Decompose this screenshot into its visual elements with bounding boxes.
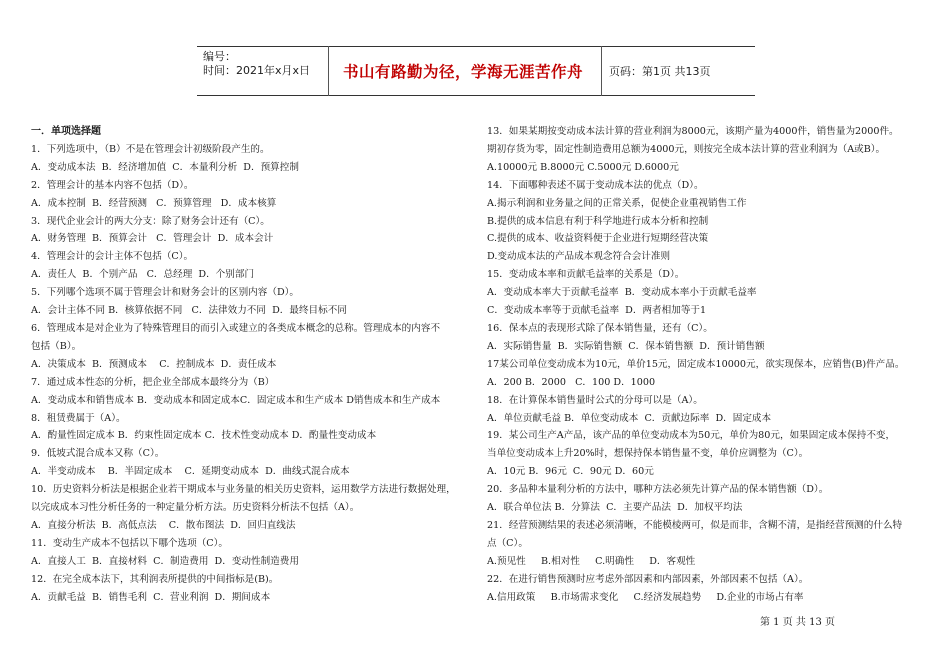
question-line: 19．某公司生产A产品，该产品的单位变动成本为50元，单价为80元，如果固定成本保持不变，: [487, 430, 896, 442]
options-line: A．直接人工 B．直接材料 C．制造费用 D．变动性制造费用: [31, 555, 299, 567]
question-line: 22．在进行销售预测时应考虑外部因素和内部因素，外部因素不包括（A）。: [487, 573, 809, 585]
options-line: C.提供的成本、收益资料便于企业进行短期经营决策: [487, 233, 709, 245]
options-line: A．10元 B．96元 C．90元 D．60元: [487, 466, 654, 478]
question-line: 13．如果某期按变动成本法计算的营业利润为8000元，该期产量为4000件，销售量为2000件。: [487, 126, 899, 137]
question-line: 4．管理会计的会计主体不包括（C）。: [31, 251, 194, 263]
question-line: 包括（B）。: [31, 340, 82, 352]
question-line: 10．历史资料分析法是根据企业若干期成本与业务量的相关历史资料，运用数学方法进行数据处理，: [31, 484, 456, 496]
options-line: C．变动成本率等于贡献毛益率 D．两者相加等于1: [487, 305, 707, 317]
right-column: [487, 123, 927, 606]
number-label: 编号：: [203, 50, 236, 63]
options-line: A．联合单位法 B．分算法 C．主要产品法 D．加权平均法: [487, 502, 743, 514]
time-label: 时间：2021年x月x日: [203, 64, 311, 77]
header-motto: 书山有路勤为径，学海无涯苦作舟: [342, 63, 583, 81]
options-line: B.提供的成本信息有利于科学地进行成本分析和控制: [487, 215, 709, 227]
question-line: 11．变动生产成本不包括以下哪个选项（C）。: [31, 537, 229, 549]
question-line: 当单位变动成本上升20%时，想保持保本销售量不变，单价应调整为（C）。: [487, 448, 809, 460]
question-line: 15．变动成本率和贡献毛益率的关系是（D）。: [487, 269, 685, 281]
question-line: 9．低坡式混合成本又称（C）。: [31, 448, 165, 460]
options-line: A．责任人 B．个别产品 C．总经理 D．个别部门: [31, 269, 255, 281]
options-line: A．变动成本法 B．经济增加值 C．本量利分析 D．预算控制: [31, 161, 299, 173]
options-line: A.信用政策 B.市场需求变化 C.经济发展趋势 D.企业的市场占有率: [487, 591, 804, 603]
options-line: A．会计主体不同 B．核算依据不同 C．法律效力不同 D．最终目标不同: [31, 305, 347, 317]
options-line: A.揭示利润和业务量之间的正常关系，促使企业重视销售工作: [487, 197, 747, 209]
question-line: 期初存货为零，固定性制造费用总额为4000元，则按完全成本法计算的营业利润为（A或B）。: [487, 143, 886, 155]
options-line: A．贡献毛益 B．销售毛利 C．营业利润 D．期间成本: [31, 591, 271, 603]
left-column: [31, 123, 471, 606]
options-line: D.变动成本法的产品成本观念符合会计准则: [487, 251, 671, 263]
options-line: A．决策成本 B．预测成本 C．控制成本 D．责任成本: [31, 358, 277, 370]
question-line: 2．管理会计的基本内容不包括（D）。: [31, 179, 194, 191]
question-line: 20．多品种本量利分析的方法中，哪种方法必须先计算产品的保本销售额（D）。: [487, 484, 829, 496]
options-line: A．变动成本和销售成本 B．变动成本和固定成本C．固定成本和生产成本 D销售成本和生产成本: [31, 394, 441, 406]
header-divider: [601, 46, 602, 96]
options-line: A．直接分析法 B．高低点法 C．散布图法 D．回归直线法: [31, 519, 296, 531]
question-line: 18．在计算保本销售量时公式的分母可以是（A）。: [487, 394, 703, 406]
page-footer: 第 1 页 共 13 页: [760, 617, 835, 628]
options-line: A．酌量性固定成本 B．约束性固定成本 C．技术性变动成本 D．酌量性变动成本: [31, 430, 377, 442]
question-line: 14．下面哪种表述不属于变动成本法的优点（D）。: [487, 179, 704, 191]
question-line: 点（C）。: [487, 537, 528, 549]
options-line: A．实际销售量 B．实际销售额 C．保本销售额 D．预计销售额: [487, 340, 765, 352]
options-line: A．财务管理 B．预算会计 C．管理会计 D．成本会计: [31, 233, 274, 245]
section-title: 一．单项选择题: [31, 126, 101, 137]
page-header: [197, 46, 755, 96]
question-line: 16．保本点的表现形式除了保本销售量，还有（C）。: [487, 322, 713, 334]
header-page-label: 页码：第1页 共13页: [609, 65, 711, 78]
header-info: [203, 50, 310, 78]
options-line: A.10000元 B.8000元 C.5000元 D.6000元: [487, 161, 679, 173]
options-line: A．单位贡献毛益 B．单位变动成本 C．贡献边际率 D．固定成本: [487, 412, 772, 424]
question-line: 21．经营预测结果的表述必须清晰，不能模棱两可，似是而非，含糊不清，是指经营预测的什么特: [487, 519, 903, 531]
options-line: A．变动成本率大于贡献毛益率 B．变动成本率小于贡献毛益率: [487, 287, 757, 299]
options-line: A.预见性 B.相对性 C.明确性 D．客观性: [487, 555, 696, 567]
question-line: 以完成成本习性分析任务的一种定量分析方法。历史资料分析法不包括（A）。: [31, 502, 360, 514]
options-line: A．200 B．2000 C．100 D．1000: [487, 376, 656, 388]
question-line: 1．下列选项中，（B）不是在管理会计初级阶段产生的。: [31, 143, 270, 155]
question-line: 17某公司单位变动成本为10元，单价15元，固定成本10000元，欲实现保本，应销售(B)件产品。: [487, 358, 905, 370]
question-line: 8．租赁费属于（A）。: [31, 412, 126, 424]
question-line: 3．现代企业会计的两大分支：除了财务会计还有（C）。: [31, 215, 270, 227]
question-line: 6．管理成本是对企业为了特殊管理目的而引入或建立的各类成本概念的总称。管理成本的内容不: [31, 322, 441, 334]
question-line: 5．下列哪个选项不属于管理会计和财务会计的区别内容（D）。: [31, 287, 300, 299]
options-line: A．成本控制 B．经营预测 C．预算管理 D．成本核算: [31, 197, 277, 209]
question-line: 7．通过成本性态的分析，把企业全部成本最终分为（B）: [31, 376, 275, 388]
question-line: 12．在完全成本法下，其利润表所提供的中间指标是(B)。: [31, 573, 279, 585]
options-line: A．半变动成本 B．半固定成本 C．延期变动成本 D．曲线式混合成本: [31, 466, 350, 478]
